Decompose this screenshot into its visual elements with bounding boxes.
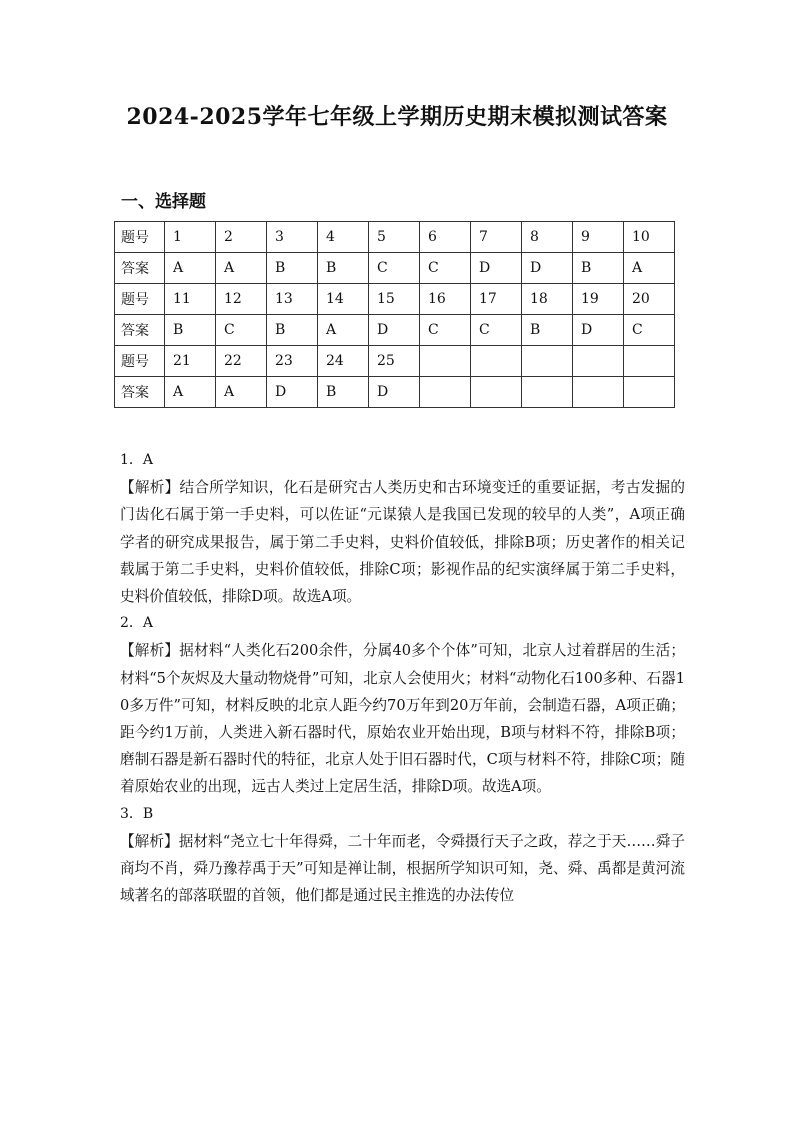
table-row — [115, 315, 675, 346]
table-cell: A — [216, 253, 267, 284]
table-row — [115, 346, 675, 377]
table-cell: 19 — [573, 284, 624, 315]
table-cell — [573, 377, 624, 408]
table-cell: B — [165, 315, 216, 346]
table-cell: B — [267, 315, 318, 346]
table-cell: B — [318, 253, 369, 284]
table-row — [115, 284, 675, 315]
table-cell: D — [522, 253, 573, 284]
table-cell: 17 — [471, 284, 522, 315]
table-cell: 24 — [318, 346, 369, 377]
table-cell: C — [471, 315, 522, 346]
table-cell: D — [369, 315, 420, 346]
table-cell: B — [318, 377, 369, 408]
table-cell: D — [471, 253, 522, 284]
row-header-cell: 题号 — [115, 346, 165, 377]
table-cell: C — [420, 253, 471, 284]
table-cell — [420, 377, 471, 408]
table-cell: A — [318, 315, 369, 346]
table-cell: 7 — [471, 222, 522, 253]
question-number: 3．B — [120, 805, 154, 822]
table-cell — [624, 346, 675, 377]
table-cell: A — [165, 253, 216, 284]
table-cell: 13 — [267, 284, 318, 315]
row-header-cell: 答案 — [115, 315, 165, 346]
answer-table — [114, 221, 675, 408]
table-cell: 16 — [420, 284, 471, 315]
table-cell: B — [573, 253, 624, 284]
table-cell: C — [420, 315, 471, 346]
table-cell: 5 — [369, 222, 420, 253]
table-cell: 11 — [165, 284, 216, 315]
table-cell: 10 — [624, 222, 675, 253]
table-cell — [624, 377, 675, 408]
table-row — [115, 222, 675, 253]
table-cell: D — [573, 315, 624, 346]
table-cell: A — [165, 377, 216, 408]
table-cell: 9 — [573, 222, 624, 253]
table-cell: C — [369, 253, 420, 284]
table-cell: 21 — [165, 346, 216, 377]
table-cell: 4 — [318, 222, 369, 253]
table-cell: A — [624, 253, 675, 284]
table-cell: C — [624, 315, 675, 346]
answer-explanations — [120, 447, 685, 909]
table-row — [115, 377, 675, 408]
page-title: 2024-2025学年七年级上学期历史期末模拟测试答案 — [126, 104, 668, 130]
table-cell: 15 — [369, 284, 420, 315]
analysis-paragraph: 【解析】据材料“人类化石200余件，分属40多个个体”可知，北京人过着群居的生活；材料“5个灰烬及大量动物烧骨”可知，北京人会使用火；材料“动物化石100多种、石器10多万件”可知，材料反映的北京人距今约70万年到20万年前，会制造石器，A项正确；距今约1万前，人类进入新石器时代，原始农业开始出现，B项与材料不符，排除B项；磨制石器是新石器时代的特征，北京人处于旧石器时代，C项与材料不符，排除C项；随着原始农业的出现，远古人类过上定居生活，排除D项。故选A项。 — [120, 642, 685, 796]
table-cell — [573, 346, 624, 377]
table-cell: 20 — [624, 284, 675, 315]
table-cell: A — [216, 377, 267, 408]
question-number: 1．A — [120, 452, 154, 468]
table-cell: 12 — [216, 284, 267, 315]
table-cell: 22 — [216, 346, 267, 377]
table-row — [115, 253, 675, 284]
table-cell: B — [267, 253, 318, 284]
analysis-paragraph: 【解析】结合所学知识，化石是研究古人类历史和古环境变迁的重要证据，考古发掘的门齿化石属于第一手史料，可以佐证“元谋猿人是我国已发现的较早的人类”，A项正确 学者的研究成果报告，属于第二手史料，史料价值较低，排除B项；历史著作的相关记载属于第二手史料，史料价值较低，排除C项；影视作品的纪实演绎属于第二手史料，史料价值较低，排除D项。故选A项。 — [120, 479, 685, 606]
question-number: 2．A — [120, 615, 154, 632]
table-cell: 2 — [216, 222, 267, 253]
analysis-paragraph: 【解析】据材料“尧立七十年得舜，二十年而老，令舜摄行天子之政，荐之于天……舜子商均不肖，舜乃豫荐禹于天”可知是禅让制，根据所学知识可知，尧、舜、禹都是黄河流域著名的部落联盟的首领，他们都是通过民主推选的办法传位 — [120, 832, 685, 905]
table-cell: 14 — [318, 284, 369, 315]
row-header-cell: 题号 — [115, 222, 165, 253]
table-cell: 8 — [522, 222, 573, 253]
table-cell: 3 — [267, 222, 318, 253]
row-header-cell: 答案 — [115, 253, 165, 284]
table-cell: C — [216, 315, 267, 346]
row-header-cell: 答案 — [115, 377, 165, 408]
table-cell: D — [369, 377, 420, 408]
table-cell — [522, 377, 573, 408]
section-heading: 一、选择题 — [121, 192, 206, 212]
table-cell: 1 — [165, 222, 216, 253]
table-cell: 25 — [369, 346, 420, 377]
table-cell: 23 — [267, 346, 318, 377]
row-header-cell: 题号 — [115, 284, 165, 315]
table-cell: B — [522, 315, 573, 346]
table-cell: 18 — [522, 284, 573, 315]
table-cell — [420, 346, 471, 377]
table-cell: D — [267, 377, 318, 408]
table-cell — [471, 377, 522, 408]
table-cell: 6 — [420, 222, 471, 253]
table-cell — [471, 346, 522, 377]
table-cell — [522, 346, 573, 377]
